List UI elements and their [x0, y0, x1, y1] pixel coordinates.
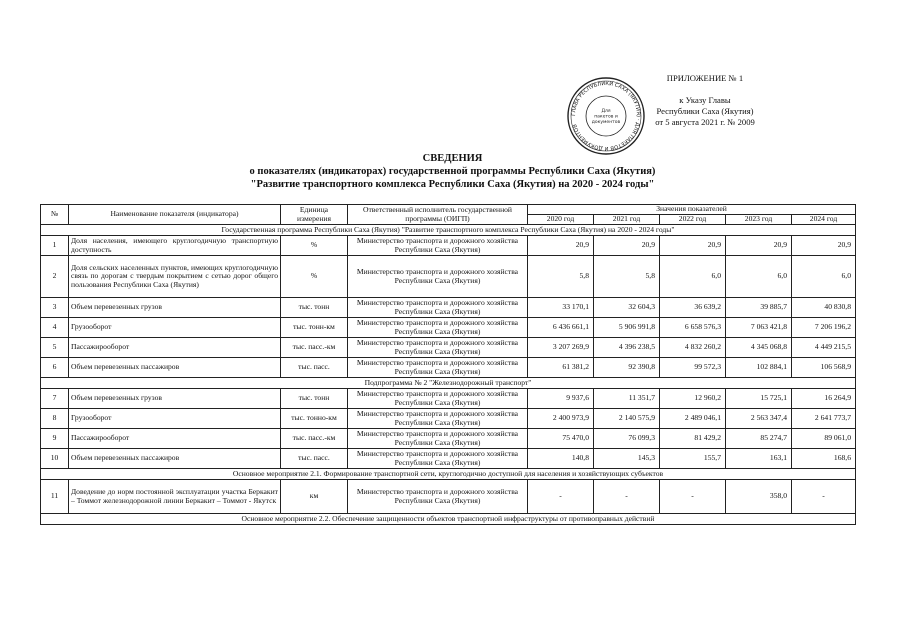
value-cell: 32 604,3	[594, 298, 660, 318]
value-cell: 5 906 991,8	[594, 318, 660, 338]
header-unit: Единица измерения	[281, 205, 348, 225]
unit-cell: %	[281, 236, 348, 256]
value-cell: 6,0	[792, 256, 856, 298]
value-cell: 75 470,0	[528, 429, 594, 449]
executor-cell: Министерство транспорта и дорожного хозяйства Республики Саха (Якутия)	[348, 358, 528, 378]
section-row	[41, 514, 856, 525]
executor-cell: Министерство транспорта и дорожного хозяйства Республики Саха (Якутия)	[348, 236, 528, 256]
indicator-name: Пассажирооборот	[69, 338, 281, 358]
value-cell: 2 489 046,1	[660, 409, 726, 429]
value-cell: -	[660, 480, 726, 514]
unit-cell: тыс. тонно-км	[281, 409, 348, 429]
header-values: Значения показателей	[528, 205, 856, 215]
value-cell: 106 568,9	[792, 358, 856, 378]
value-cell: 20,9	[528, 236, 594, 256]
value-cell: 40 830,8	[792, 298, 856, 318]
value-cell: 155,7	[660, 449, 726, 469]
appendix-block	[630, 73, 780, 128]
value-cell: 5,8	[594, 256, 660, 298]
value-cell: 6,0	[660, 256, 726, 298]
header-executor: Ответственный исполнитель государственной программы (ОИГП)	[348, 205, 528, 225]
svg-text:Для: Для	[601, 109, 611, 114]
value-cell: 168,6	[792, 449, 856, 469]
executor-cell: Министерство транспорта и дорожного хозяйства Республики Саха (Якутия)	[348, 298, 528, 318]
section-title: Основное мероприятие 2.2. Обеспечение защищенности объектов транспортной инфраструктуры от противоправных действий	[41, 514, 856, 525]
value-cell: 81 429,2	[660, 429, 726, 449]
value-cell: 85 274,7	[726, 429, 792, 449]
executor-cell: Министерство транспорта и дорожного хозяйства Республики Саха (Якутия)	[348, 449, 528, 469]
value-cell: 3 207 269,9	[528, 338, 594, 358]
unit-cell: %	[281, 256, 348, 298]
value-cell: 20,9	[726, 236, 792, 256]
value-cell: 20,9	[594, 236, 660, 256]
value-cell: 61 381,2	[528, 358, 594, 378]
table-row	[41, 409, 856, 429]
indicator-name: Объем перевезенных грузов	[69, 298, 281, 318]
section-title: Государственная программа Республики Саха (Якутия) "Развитие транспортного комплекса Республики Саха (Якутия) на 2020 - 2024 годы"	[41, 225, 856, 236]
executor-cell: Министерство транспорта и дорожного хозяйства Республики Саха (Якутия)	[348, 409, 528, 429]
indicator-name: Доведение до норм постоянной эксплуатации участка Беркакит – Томмот железнодорожной линии Беркакит – Томмот - Якутск	[69, 480, 281, 514]
unit-cell: тыс. пасс.	[281, 358, 348, 378]
table-row	[41, 389, 856, 409]
value-cell: 4 449 215,5	[792, 338, 856, 358]
value-cell: -	[594, 480, 660, 514]
section-row	[41, 378, 856, 389]
unit-cell: тыс. тонн	[281, 298, 348, 318]
value-cell: 36 639,2	[660, 298, 726, 318]
indicator-name: Объем перевезенных грузов	[69, 389, 281, 409]
indicator-name: Грузооборот	[69, 318, 281, 338]
executor-cell: Министерство транспорта и дорожного хозяйства Республики Саха (Якутия)	[348, 389, 528, 409]
title-heading: СВЕДЕНИЯ	[422, 153, 483, 164]
table-row	[41, 429, 856, 449]
row-number: 7	[41, 389, 69, 409]
unit-cell: тыс. пасс.-км	[281, 338, 348, 358]
value-cell: 358,0	[726, 480, 792, 514]
header-year: 2021 год	[594, 215, 660, 225]
value-cell: -	[528, 480, 594, 514]
header-name: Наименование показателя (индикатора)	[69, 205, 281, 225]
unit-cell: тыс. тонн-км	[281, 318, 348, 338]
header-year: 2024 год	[792, 215, 856, 225]
row-number: 5	[41, 338, 69, 358]
value-cell: 16 264,9	[792, 389, 856, 409]
value-cell: 163,1	[726, 449, 792, 469]
row-number: 3	[41, 298, 69, 318]
row-number: 10	[41, 449, 69, 469]
executor-cell: Министерство транспорта и дорожного хозяйства Республики Саха (Якутия)	[348, 338, 528, 358]
appendix-authority: Республики Саха (Якутия)	[656, 106, 754, 116]
indicator-name: Доля населения, имеющего круглогодичную транспортную доступность	[69, 236, 281, 256]
svg-text:пакетов и: пакетов и	[594, 114, 618, 120]
value-cell: 145,3	[594, 449, 660, 469]
unit-cell: тыс. пасс.	[281, 449, 348, 469]
value-cell: 39 885,7	[726, 298, 792, 318]
table-row	[41, 449, 856, 469]
value-cell: 5,8	[528, 256, 594, 298]
value-cell: 6 658 576,3	[660, 318, 726, 338]
official-stamp	[566, 76, 646, 156]
row-number: 6	[41, 358, 69, 378]
row-number: 11	[41, 480, 69, 514]
value-cell: 7 063 421,8	[726, 318, 792, 338]
section-row	[41, 469, 856, 480]
value-cell: 92 390,8	[594, 358, 660, 378]
unit-cell: тыс. пасс.-км	[281, 429, 348, 449]
value-cell: 102 884,1	[726, 358, 792, 378]
executor-cell: Министерство транспорта и дорожного хозяйства Республики Саха (Якутия)	[348, 256, 528, 298]
value-cell: 4 345 068,8	[726, 338, 792, 358]
indicator-name: Доля сельских населенных пунктов, имеющих круглогодичную связь по дорогам с твердым покрытием с сетью дорог общего пользования Республики Саха (Якутия)	[69, 256, 281, 298]
value-cell: 89 061,0	[792, 429, 856, 449]
executor-cell: Министерство транспорта и дорожного хозяйства Республики Саха (Якутия)	[348, 480, 528, 514]
appendix-date: от 5 августа 2021 г. № 2009	[655, 117, 755, 127]
row-number: 8	[41, 409, 69, 429]
value-cell: 2 563 347,4	[726, 409, 792, 429]
unit-cell: км	[281, 480, 348, 514]
document-title	[0, 152, 905, 191]
value-cell: 15 725,1	[726, 389, 792, 409]
unit-cell: тыс. тонн	[281, 389, 348, 409]
executor-cell: Министерство транспорта и дорожного хозяйства Республики Саха (Якутия)	[348, 318, 528, 338]
executor-cell: Министерство транспорта и дорожного хозяйства Республики Саха (Якутия)	[348, 429, 528, 449]
value-cell: 2 400 973,9	[528, 409, 594, 429]
indicators-table	[40, 204, 856, 525]
value-cell: 2 641 773,7	[792, 409, 856, 429]
value-cell: 6 436 661,1	[528, 318, 594, 338]
indicator-name: Объем перевезенных пассажиров	[69, 449, 281, 469]
indicator-name: Объем перевезенных пассажиров	[69, 358, 281, 378]
row-number: 4	[41, 318, 69, 338]
section-row	[41, 225, 856, 236]
table-row	[41, 256, 856, 298]
header-year: 2020 год	[528, 215, 594, 225]
header-year: 2023 год	[726, 215, 792, 225]
svg-text:ГЛАВА РЕСПУБЛИКИ САХА (ЯКУТИЯ): ГЛАВА РЕСПУБЛИКИ САХА (ЯКУТИЯ) · ДЛЯ ПАКЕТОВ И ДОКУМЕНТОВ	[570, 80, 642, 152]
table-row	[41, 236, 856, 256]
value-cell: 20,9	[660, 236, 726, 256]
table-row	[41, 298, 856, 318]
indicator-name: Пассажирооборот	[69, 429, 281, 449]
value-cell: 9 937,6	[528, 389, 594, 409]
svg-text:документов: документов	[591, 120, 621, 125]
value-cell: 140,8	[528, 449, 594, 469]
value-cell: 2 140 575,9	[594, 409, 660, 429]
value-cell: 76 099,3	[594, 429, 660, 449]
appendix-decree: к Указу Главы	[679, 95, 731, 105]
section-title: Основное мероприятие 2.1. Формирование транспортной сети, круглогодично доступной для населения и хозяйствующих субъектов	[41, 469, 856, 480]
title-subheading: о показателях (индикаторах) государственной программы Республики Саха (Якутия)	[249, 166, 656, 177]
section-title: Подпрограмма № 2 "Железнодорожный транспорт"	[41, 378, 856, 389]
row-number: 1	[41, 236, 69, 256]
value-cell: 6,0	[726, 256, 792, 298]
value-cell: 12 960,2	[660, 389, 726, 409]
table-row	[41, 358, 856, 378]
indicator-name: Грузооборот	[69, 409, 281, 429]
value-cell: 4 832 260,2	[660, 338, 726, 358]
row-number: 9	[41, 429, 69, 449]
title-program-name: "Развитие транспортного комплекса Республики Саха (Якутия) на 2020 - 2024 годы"	[250, 179, 655, 190]
value-cell: -	[792, 480, 856, 514]
value-cell: 33 170,1	[528, 298, 594, 318]
header-year: 2022 год	[660, 215, 726, 225]
value-cell: 99 572,3	[660, 358, 726, 378]
value-cell: 7 206 196,2	[792, 318, 856, 338]
value-cell: 4 396 238,5	[594, 338, 660, 358]
table-row	[41, 338, 856, 358]
value-cell: 20,9	[792, 236, 856, 256]
value-cell: 11 351,7	[594, 389, 660, 409]
row-number: 2	[41, 256, 69, 298]
appendix-title: ПРИЛОЖЕНИЕ № 1	[666, 73, 744, 83]
table-row	[41, 480, 856, 514]
header-num: №	[41, 205, 69, 225]
table-row	[41, 318, 856, 338]
